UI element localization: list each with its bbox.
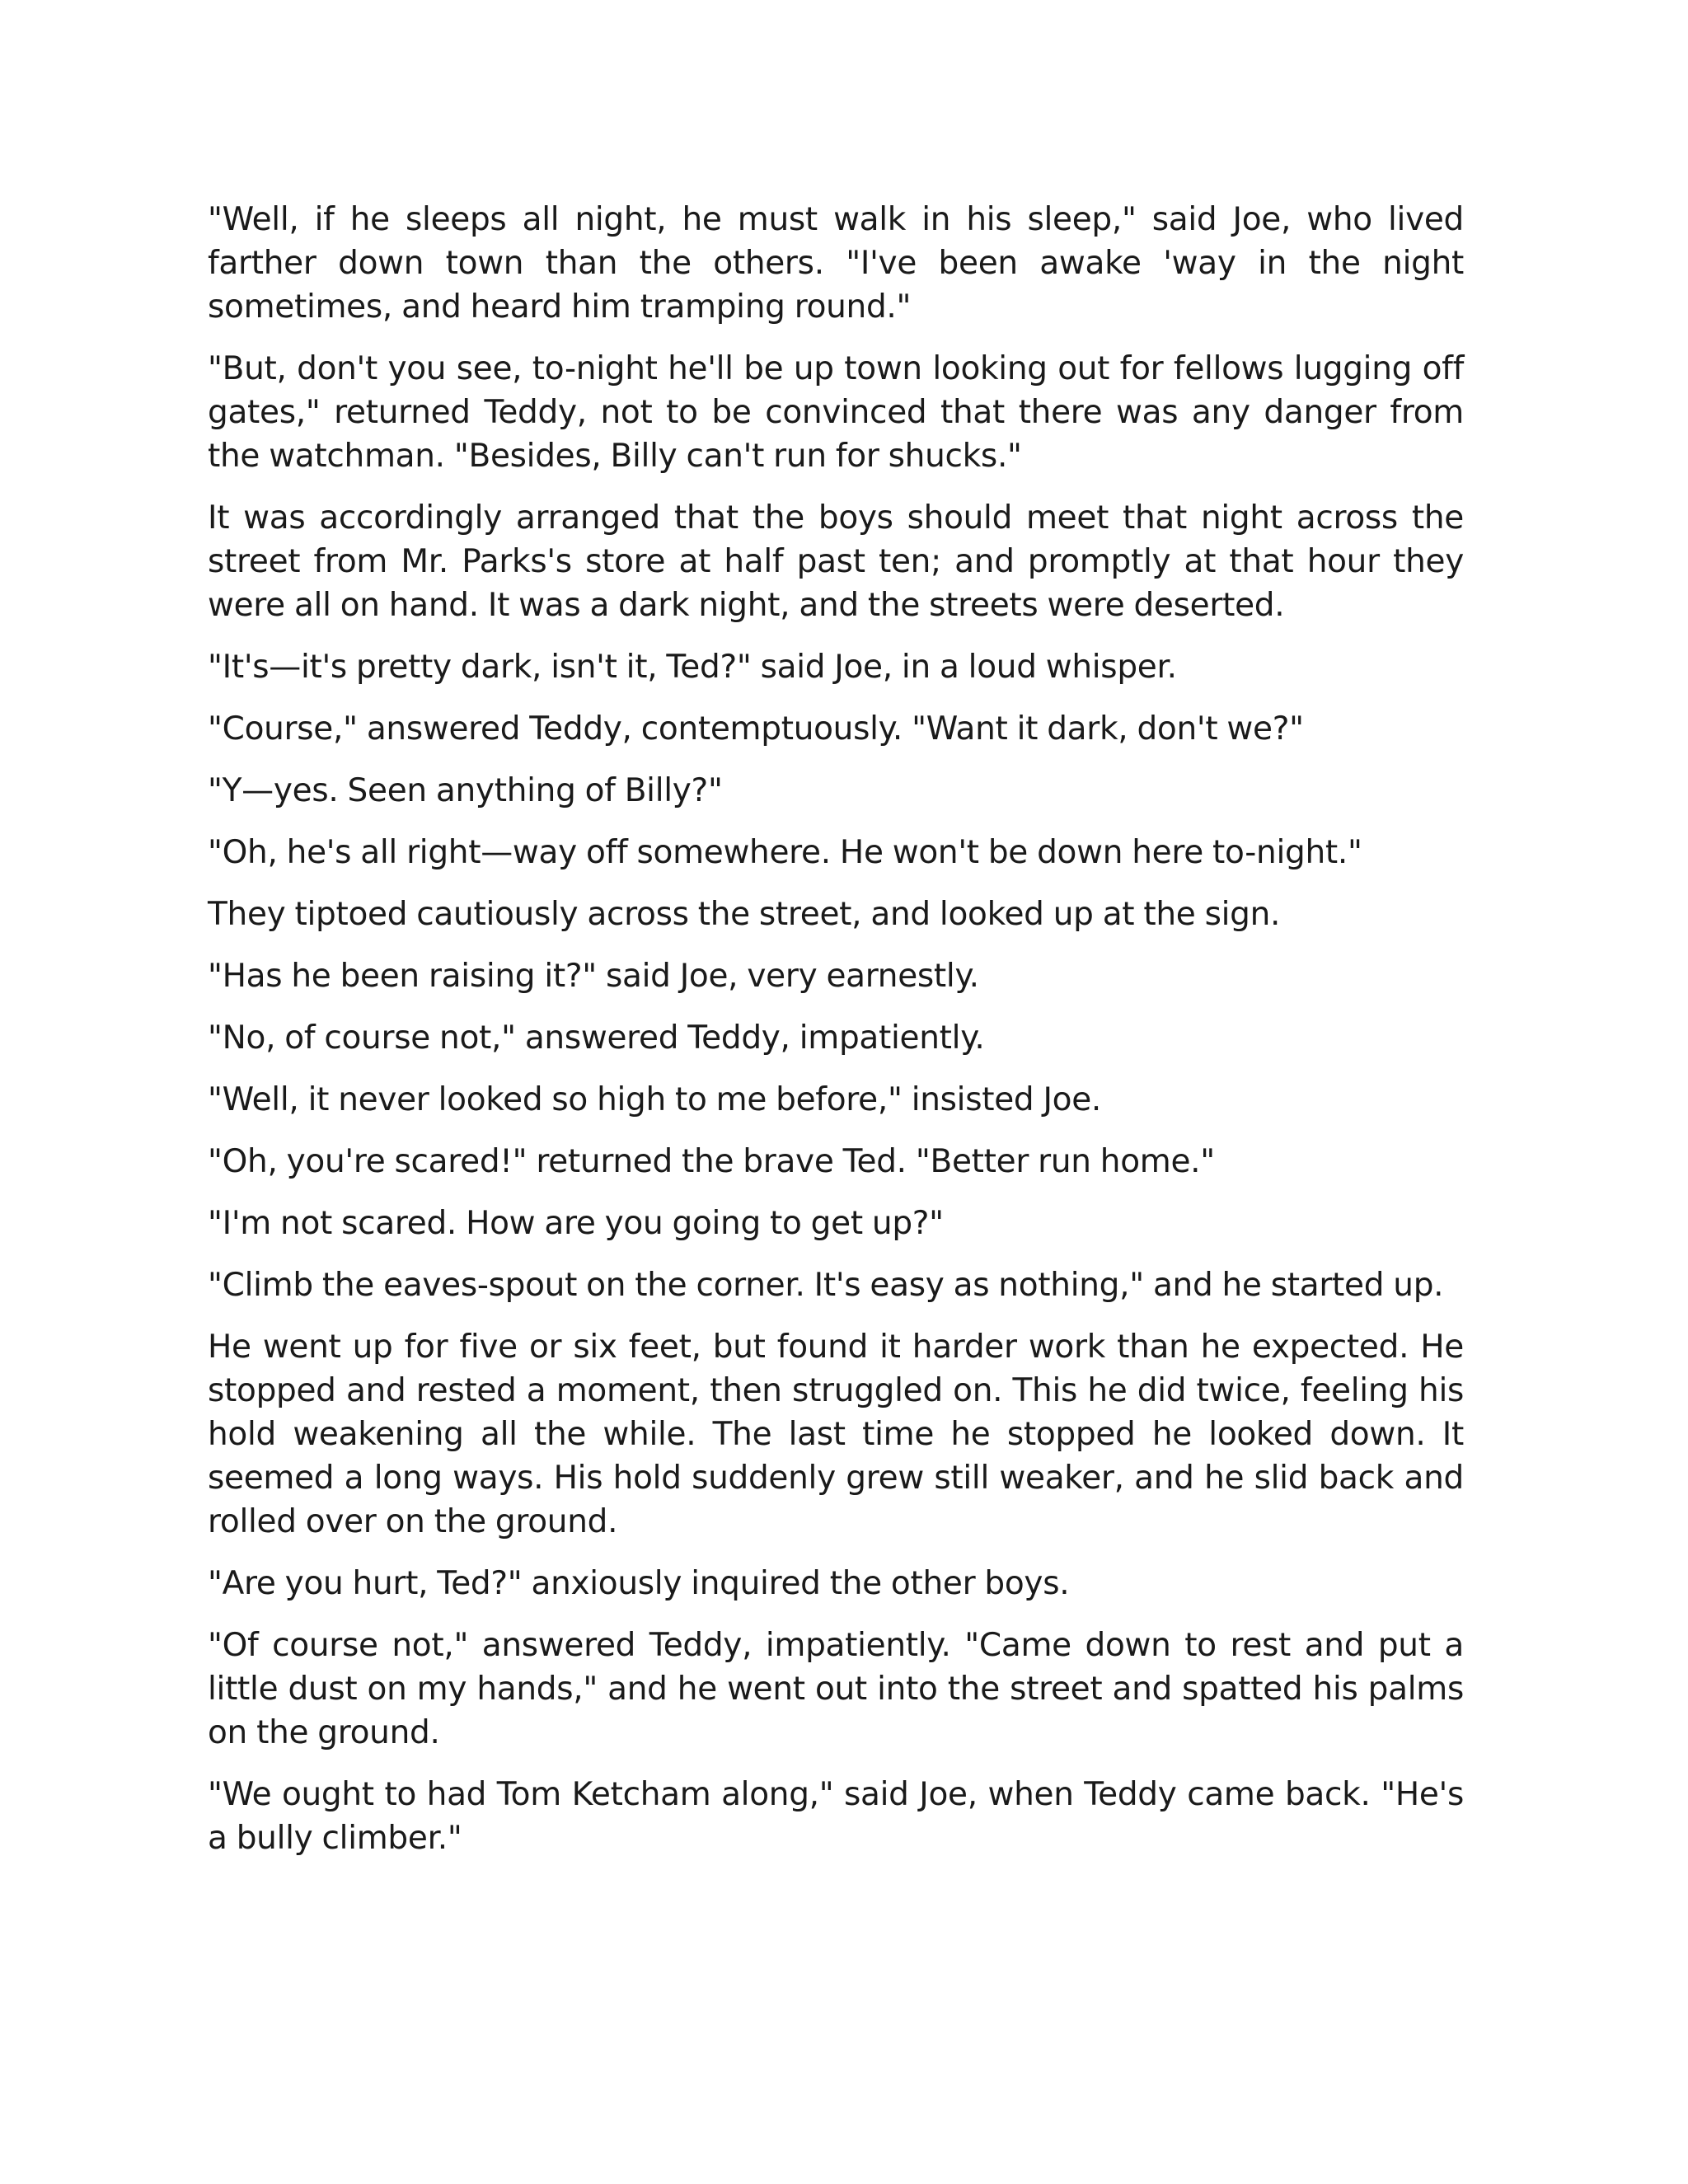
document-page — [208, 198, 1464, 1878]
paragraph: "Oh, you're scared!" returned the brave Ted. "Better run home." — [208, 1143, 1215, 1180]
paragraph: "Course," answered Teddy, contemptuously. "Want it dark, don't we?" — [208, 710, 1304, 748]
paragraph: They tiptoed cautiously across the street, and looked up at the sign. — [208, 896, 1281, 933]
paragraph: It was accordingly arranged that the boys should meet that night across the street from Mr. Parks's store at half past ten; and promptly at that hour they were all on hand. It was a dark night, and the streets were deserted. — [208, 499, 1464, 624]
paragraph: "Oh, he's all right—way off somewhere. He won't be down here to-night." — [208, 834, 1362, 871]
paragraph: "It's—it's pretty dark, isn't it, Ted?" said Joe, in a loud whisper. — [208, 649, 1177, 686]
paragraph: He went up for five or six feet, but found it harder work than he expected. He stopped and rested a moment, then struggled on. This he did twice, feeling his hold weakening all the while. The last time he stopped he looked down. It seemed a long ways. His hold suddenly grew still weaker, and he slid back and rolled over on the ground. — [208, 1329, 1464, 1540]
paragraph: "No, of course not," answered Teddy, impatiently. — [208, 1019, 985, 1057]
paragraph: "Are you hurt, Ted?" anxiously inquired the other boys. — [208, 1565, 1070, 1602]
paragraph: "Y—yes. Seen anything of Billy?" — [208, 772, 723, 809]
paragraph: "Has he been raising it?" said Joe, very earnestly. — [208, 958, 979, 995]
paragraph: "Well, if he sleeps all night, he must walk in his sleep," said Joe, who lived farther down town than the others. "I've been awake 'way in the night sometimes, and heard him tramping round." — [208, 201, 1464, 326]
paragraph: "But, don't you see, to-night he'll be up town looking out for fellows lugging off gates," returned Teddy, not to be convinced that there was any danger from the watchman. "Besides, Billy can't run for shucks." — [208, 350, 1464, 475]
paragraph: "Climb the eaves-spout on the corner. It's easy as nothing," and he started up. — [208, 1267, 1444, 1304]
paragraph: "I'm not scared. How are you going to get up?" — [208, 1205, 944, 1242]
paragraph: "Well, it never looked so high to me before," insisted Joe. — [208, 1081, 1102, 1118]
paragraph: "Of course not," answered Teddy, impatiently. "Came down to rest and put a little dust on my hands," and he went out into the street and spatted his palms on the ground. — [208, 1627, 1464, 1751]
paragraph: "We ought to had Tom Ketcham along," said Joe, when Teddy came back. "He's a bully climber." — [208, 1776, 1464, 1857]
